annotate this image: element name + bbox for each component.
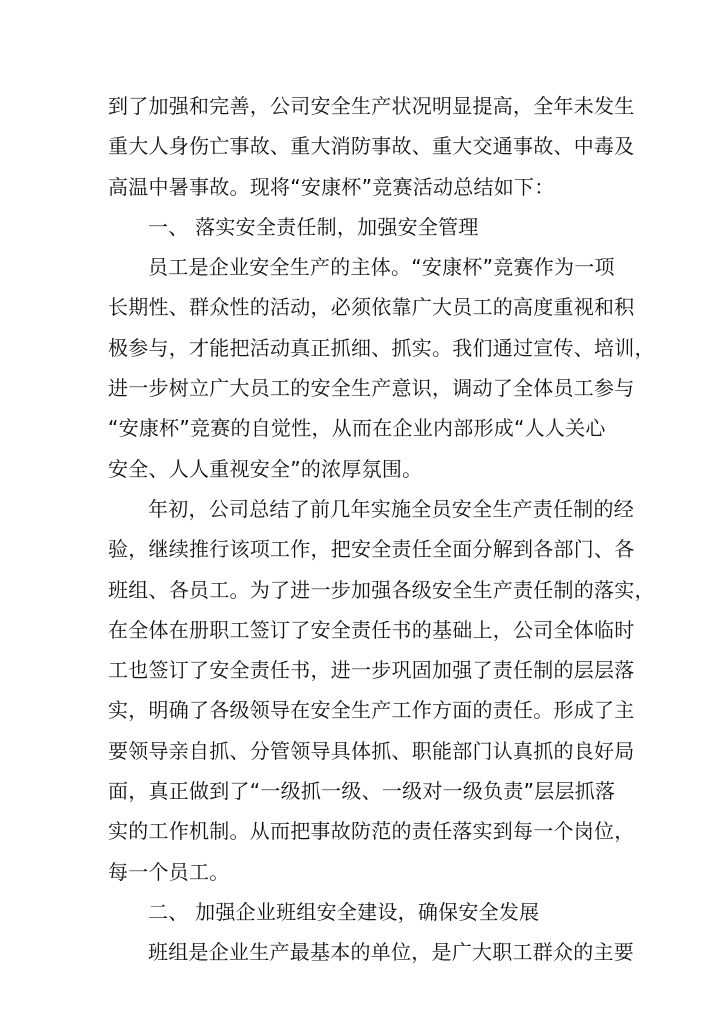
- text-line: 实，明确了各级领导在安全生产工作方面的责任。形成了主: [108, 698, 635, 723]
- text-line: 验，继续推行该项工作，把安全责任全面分解到各部门、各: [108, 537, 635, 562]
- text-line: 到了加强和完善，公司安全生产状况明显提高，全年未发生: [108, 94, 635, 118]
- text-line: 班组是企业生产最基本的单位，是广大职工群众的主要: [148, 940, 634, 965]
- text-line: 安全、人人重视安全”的浓厚氛围。: [108, 456, 423, 481]
- text-line: 一、 落实安全责任制，加强安全管理: [148, 214, 479, 239]
- text-line: 二、 加强企业班组安全建设，确保安全发展: [148, 899, 540, 924]
- text-line: 员工是企业安全生产的主体。“安康杯”竞赛作为一项: [148, 255, 615, 280]
- text-line: 极参与，才能把活动真正抓细、抓实。我们通过宣传、培训，: [108, 335, 655, 360]
- text-line: 重大人身伤亡事故、重大消防事故、重大交通事故、中毒及: [108, 134, 635, 159]
- text-line: 高温中暑事故。现将“安康杯”竞赛活动总结如下：: [108, 174, 555, 199]
- text-line: 年初，公司总结了前几年实施全员安全生产责任制的经: [148, 496, 634, 521]
- text-line: 面，真正做到了“一级抓一级、一级对一级负责”层层抓落: [108, 779, 616, 804]
- text-line: “安康杯”竞赛的自觉性，从而在企业内部形成“人人关心: [108, 416, 606, 441]
- text-line: 班组、各员工。为了进一步加强各级安全生产责任制的落实，: [108, 577, 655, 602]
- text-line: 在全体在册职工签订了安全责任书的基础上，公司全体临时: [108, 617, 635, 642]
- text-line: 实的工作机制。从而把事故防范的责任落实到每一个岗位，: [108, 819, 635, 844]
- text-line: 长期性、群众性的活动，必须依靠广大员工的高度重视和积: [108, 295, 635, 320]
- text-line: 每一个员工。: [108, 859, 230, 884]
- text-line: 工也签订了安全责任书，进一步巩固加强了责任制的层层落: [108, 658, 635, 683]
- text-line: 要领导亲自抓、分管领导具体抓、职能部门认真抓的良好局: [108, 738, 635, 763]
- document-body: [108, 86, 655, 973]
- text-line: 进一步树立广大员工的安全生产意识，调动了全体员工参与: [108, 376, 635, 401]
